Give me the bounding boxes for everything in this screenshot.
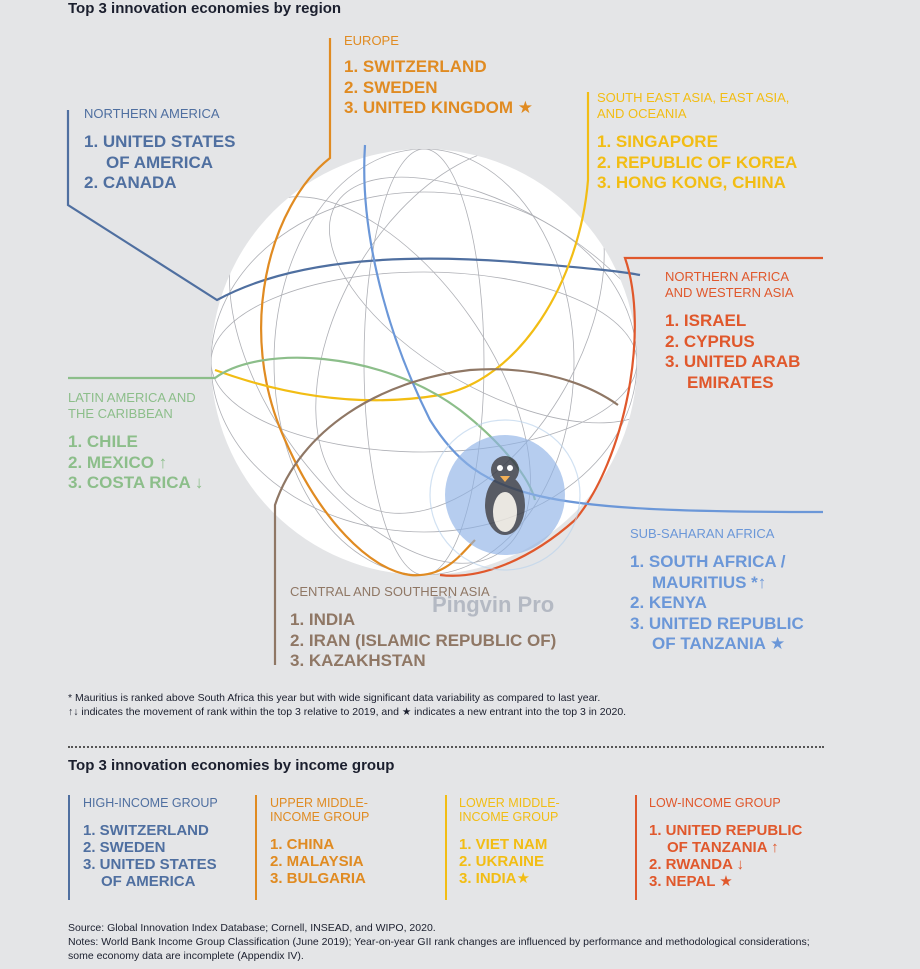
source-line: Source: Global Innovation Index Database; Cornell, INSEAD, and WIPO, 2020.	[68, 922, 436, 934]
income-divider-lower-middle	[445, 795, 447, 900]
region-ranks: 1. CHILE 2. MEXICO ↑ 3. COSTA RICA ↓	[68, 432, 204, 492]
region-name: EUROPE	[344, 33, 399, 48]
footnote-mauritius: * Mauritius is ranked above South Africa this year but with wide significant data variability as compared to last year.	[68, 692, 601, 704]
region-ranks: 1. ISRAEL 2. CYPRUS 3. UNITED ARAB EMIRATES	[665, 311, 801, 392]
income-section-title: Top 3 innovation economies by income group	[68, 757, 395, 774]
region-name: SUB-SAHARAN AFRICA	[630, 526, 775, 541]
notes-line: Notes: World Bank Income Group Classification (June 2019); Year-on-year GII rank changes are influenced by performance and methodological considerations;	[68, 936, 810, 948]
region-central-southern-asia	[290, 584, 556, 672]
region-ranks: 1. INDIA 2. IRAN (ISLAMIC REPUBLIC OF) 3. KAZAKHSTAN	[290, 610, 557, 670]
income-group-low	[649, 796, 802, 890]
income-divider-low	[635, 795, 637, 900]
watermark-text: Pingvin Pro	[432, 592, 555, 617]
income-group-name: HIGH-INCOME GROUP	[83, 796, 218, 810]
income-group-ranks: 1. CHINA 2. MALAYSIA 3. BULGARIA	[270, 836, 366, 887]
region-name: NORTHERN AMERICA	[84, 106, 220, 121]
income-group-upper-middle	[270, 796, 369, 887]
income-group-ranks: 1. SWITZERLAND 2. SWEDEN 3. UNITED STATES OF AMERICA	[83, 822, 217, 890]
region-name: SOUTH EAST ASIA, EAST ASIA, AND OCEANIA	[597, 90, 790, 121]
income-group-high	[83, 796, 218, 890]
region-name: NORTHERN AFRICA AND WESTERN ASIA	[665, 269, 794, 300]
region-east-asia	[597, 90, 797, 194]
region-ranks: 1. SWITZERLAND 2. SWEDEN 3. UNITED KINGDOM ★	[344, 57, 534, 117]
region-ranks: 1. SINGAPORE 2. REPUBLIC OF KOREA 3. HONG KONG, CHINA	[597, 132, 798, 192]
income-divider-upper-middle	[255, 795, 257, 900]
region-section-title: Top 3 innovation economies by region	[68, 0, 342, 17]
region-ranks: 1. SOUTH AFRICA / MAURITIUS *↑ 2. KENYA 3. UNITED REPUBLIC OF TANZANIA ★	[630, 552, 804, 653]
region-sub-saharan-africa	[630, 526, 804, 655]
income-divider-high	[68, 795, 70, 900]
notes-line-continued: some economy data are incomplete (Appendix IV).	[68, 950, 304, 962]
region-name: LATIN AMERICA AND THE CARIBBEAN	[68, 390, 196, 421]
region-northern-america	[84, 106, 235, 194]
income-group-ranks: 1. VIET NAM 2. UKRAINE 3. INDIA★	[459, 836, 548, 887]
income-group-lower-middle	[459, 796, 560, 887]
income-group-ranks: 1. UNITED REPUBLIC OF TANZANIA ↑ 2. RWANDA ↓ 3. NEPAL ★	[649, 822, 803, 890]
income-group-name: UPPER MIDDLE- INCOME GROUP	[270, 796, 370, 824]
region-europe	[344, 33, 533, 119]
region-ranks: 1. UNITED STATES OF AMERICA 2. CANADA	[84, 132, 236, 192]
footnote-legend: ↑↓ indicates the movement of rank within the top 3 relative to 2019, and ★ indicates a new entrant into the top 3 in 2020.	[68, 706, 627, 718]
region-northern-africa	[665, 269, 800, 393]
income-group-name: LOWER MIDDLE- INCOME GROUP	[459, 796, 560, 824]
source-notes	[68, 921, 810, 963]
region-name: CENTRAL AND SOUTHERN ASIA	[290, 584, 490, 599]
region-latin-america	[68, 390, 203, 494]
income-group-name: LOW-INCOME GROUP	[649, 796, 781, 810]
footnotes	[68, 691, 626, 719]
section-divider	[68, 746, 824, 748]
